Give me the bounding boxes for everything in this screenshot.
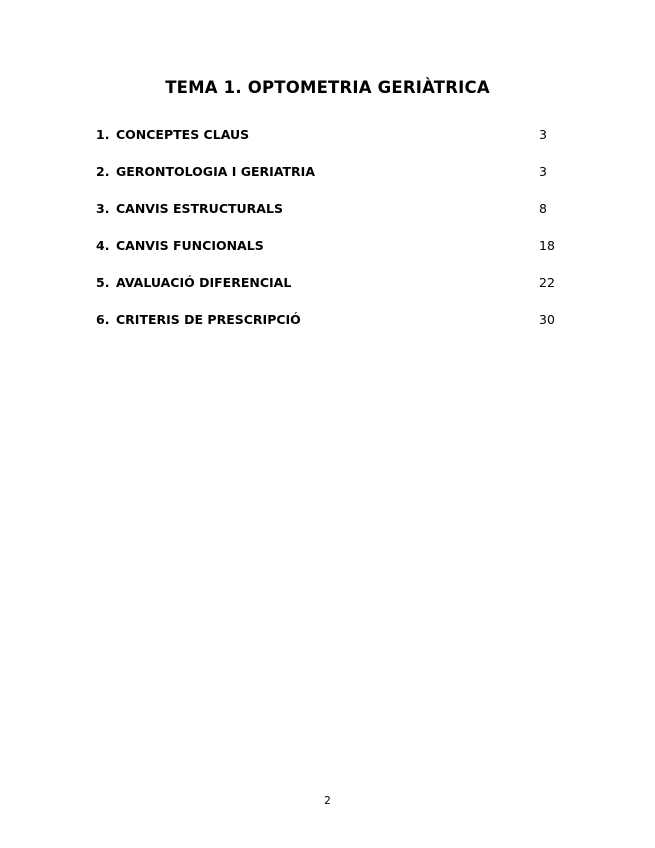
- toc-entry-label: AVALUACIÓ DIFERENCIAL: [116, 275, 292, 290]
- toc-entry-page: 3: [539, 164, 547, 179]
- toc-entry-page: 3: [539, 127, 547, 142]
- toc-entry-1: [96, 126, 566, 163]
- toc-entry-number: 5.: [96, 275, 110, 290]
- toc-entry-number: 2.: [96, 164, 110, 179]
- page-number: 2: [324, 795, 331, 807]
- toc-entry-label: GERONTOLOGIA I GERIATRIA: [116, 164, 316, 179]
- toc-entry-number: 6.: [96, 312, 110, 327]
- toc-entry-page: 22: [539, 275, 555, 290]
- toc-entry-number: 1.: [96, 127, 110, 142]
- toc-entry-number: 4.: [96, 238, 110, 253]
- toc-entry-number: 3.: [96, 201, 110, 216]
- toc-entry-page: 18: [539, 238, 555, 253]
- toc-entry-6: [96, 311, 566, 348]
- toc-entry-page: 30: [539, 312, 555, 327]
- toc-entry-label: CONCEPTES CLAUS: [116, 127, 250, 142]
- toc-entry-label: CANVIS FUNCIONALS: [116, 238, 264, 253]
- table-of-contents: [96, 126, 566, 348]
- toc-entry-5: [96, 274, 566, 311]
- toc-entry-page: 8: [539, 201, 547, 216]
- page-title: TEMA 1. OPTOMETRIA GERIÀTRICA: [165, 78, 490, 97]
- toc-entry-2: [96, 163, 566, 200]
- toc-entry-label: CRITERIS DE PRESCRIPCIÓ: [116, 312, 301, 327]
- toc-entry-4: [96, 237, 566, 274]
- toc-entry-label: CANVIS ESTRUCTURALS: [116, 201, 283, 216]
- toc-entry-3: [96, 200, 566, 237]
